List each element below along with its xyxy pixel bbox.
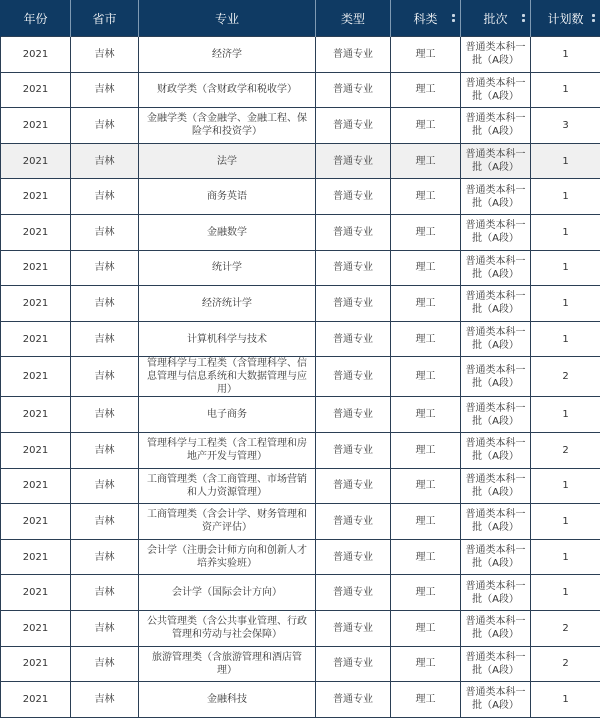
count-cell: 1 [531,286,600,322]
table-row [1,397,600,433]
subject-cell: 理工 [391,286,461,322]
subject-cell: 理工 [391,179,461,215]
count-cell: 1 [531,682,600,718]
type-cell: 普通专业 [316,143,391,179]
subject-cell: 理工 [391,321,461,357]
subject-cell: 理工 [391,250,461,286]
major-cell: 统计学 [139,250,316,286]
year-cell: 2021 [1,610,71,646]
column-header-label: 计划数 [547,12,583,26]
column-header-label: 科类 [413,12,437,26]
type-cell: 普通专业 [316,286,391,322]
province-cell: 吉林 [71,539,139,575]
subject-cell: 理工 [391,72,461,108]
year-cell: 2021 [1,397,71,433]
province-cell: 吉林 [71,321,139,357]
subject-cell: 理工 [391,646,461,682]
year-cell: 2021 [1,214,71,250]
table-row [1,610,600,646]
province-cell: 吉林 [71,432,139,468]
batch-cell: 普通类本科一批（A段） [461,539,531,575]
table-row [1,179,600,215]
major-cell: 金融数学 [139,214,316,250]
count-cell: 1 [531,143,600,179]
subject-cell: 理工 [391,143,461,179]
column-header-label: 省市 [92,12,116,26]
count-cell: 1 [531,539,600,575]
major-cell: 工商管理类（含会计学、财务管理和资产评估） [139,504,316,540]
table-row [1,539,600,575]
province-cell: 吉林 [71,504,139,540]
major-cell: 计算机科学与技术 [139,321,316,357]
column-header-subject[interactable] [391,0,461,37]
count-cell: 2 [531,432,600,468]
type-cell: 普通专业 [316,397,391,433]
type-cell: 普通专业 [316,321,391,357]
province-cell: 吉林 [71,250,139,286]
batch-cell: 普通类本科一批（A段） [461,397,531,433]
year-cell: 2021 [1,575,71,611]
subject-cell: 理工 [391,108,461,144]
count-cell: 1 [531,179,600,215]
column-header-label: 年份 [23,12,47,26]
major-cell: 法学 [139,143,316,179]
type-cell: 普通专业 [316,214,391,250]
province-cell: 吉林 [71,646,139,682]
batch-cell: 普通类本科一批（A段） [461,321,531,357]
subject-cell: 理工 [391,397,461,433]
table-row [1,143,600,179]
table-row [1,37,600,73]
major-cell: 金融科技 [139,682,316,718]
batch-cell: 普通类本科一批（A段） [461,575,531,611]
table-row [1,432,600,468]
province-cell: 吉林 [71,179,139,215]
province-cell: 吉林 [71,37,139,73]
count-cell: 1 [531,72,600,108]
type-cell: 普通专业 [316,250,391,286]
subject-cell: 理工 [391,37,461,73]
subject-cell: 理工 [391,539,461,575]
count-cell: 1 [531,214,600,250]
sort-icon[interactable] [522,14,525,22]
type-cell: 普通专业 [316,610,391,646]
count-cell: 1 [531,37,600,73]
year-cell: 2021 [1,143,71,179]
province-cell: 吉林 [71,575,139,611]
batch-cell: 普通类本科一批（A段） [461,143,531,179]
year-cell: 2021 [1,72,71,108]
batch-cell: 普通类本科一批（A段） [461,72,531,108]
year-cell: 2021 [1,179,71,215]
batch-cell: 普通类本科一批（A段） [461,646,531,682]
province-cell: 吉林 [71,357,139,397]
sort-icon[interactable] [452,14,455,22]
count-cell: 1 [531,397,600,433]
batch-cell: 普通类本科一批（A段） [461,610,531,646]
subject-cell: 理工 [391,610,461,646]
type-cell: 普通专业 [316,646,391,682]
type-cell: 普通专业 [316,37,391,73]
major-cell: 会计学（注册会计师方向和创新人才培养实验班） [139,539,316,575]
province-cell: 吉林 [71,72,139,108]
batch-cell: 普通类本科一批（A段） [461,250,531,286]
year-cell: 2021 [1,37,71,73]
subject-cell: 理工 [391,504,461,540]
batch-cell: 普通类本科一批（A段） [461,108,531,144]
count-cell: 2 [531,646,600,682]
province-cell: 吉林 [71,143,139,179]
type-cell: 普通专业 [316,72,391,108]
batch-cell: 普通类本科一批（A段） [461,468,531,504]
type-cell: 普通专业 [316,432,391,468]
table-row [1,250,600,286]
column-header-batch[interactable] [461,0,531,37]
table-header [1,0,600,37]
column-header-label: 类型 [341,12,365,26]
batch-cell: 普通类本科一批（A段） [461,37,531,73]
subject-cell: 理工 [391,575,461,611]
year-cell: 2021 [1,108,71,144]
major-cell: 会计学（国际会计方向） [139,575,316,611]
batch-cell: 普通类本科一批（A段） [461,357,531,397]
type-cell: 普通专业 [316,682,391,718]
count-cell: 2 [531,357,600,397]
major-cell: 电子商务 [139,397,316,433]
batch-cell: 普通类本科一批（A段） [461,179,531,215]
type-cell: 普通专业 [316,357,391,397]
count-cell: 3 [531,108,600,144]
table-row [1,214,600,250]
year-cell: 2021 [1,250,71,286]
type-cell: 普通专业 [316,575,391,611]
table-row [1,575,600,611]
year-cell: 2021 [1,682,71,718]
table-row [1,504,600,540]
major-cell: 工商管理类（含工商管理、市场营销和人力资源管理） [139,468,316,504]
column-header-label: 批次 [483,12,507,26]
table-row [1,108,600,144]
table-row [1,72,600,108]
batch-cell: 普通类本科一批（A段） [461,432,531,468]
type-cell: 普通专业 [316,539,391,575]
subject-cell: 理工 [391,432,461,468]
count-cell: 1 [531,468,600,504]
table-row [1,646,600,682]
subject-cell: 理工 [391,682,461,718]
province-cell: 吉林 [71,397,139,433]
type-cell: 普通专业 [316,108,391,144]
column-header-major [139,0,316,37]
table-row [1,321,600,357]
major-cell: 公共管理类（含公共事业管理、行政管理和劳动与社会保障） [139,610,316,646]
count-cell: 1 [531,250,600,286]
province-cell: 吉林 [71,468,139,504]
major-cell: 金融学类（含金融学、金融工程、保险学和投资学） [139,108,316,144]
batch-cell: 普通类本科一批（A段） [461,682,531,718]
count-cell: 1 [531,321,600,357]
major-cell: 经济学 [139,37,316,73]
column-header-province [71,0,139,37]
table-row [1,468,600,504]
batch-cell: 普通类本科一批（A段） [461,504,531,540]
major-cell: 经济统计学 [139,286,316,322]
subject-cell: 理工 [391,357,461,397]
year-cell: 2021 [1,357,71,397]
sort-icon[interactable] [592,14,595,22]
column-header-count[interactable] [531,0,600,37]
province-cell: 吉林 [71,108,139,144]
major-cell: 商务英语 [139,179,316,215]
major-cell: 管理科学与工程类（含管理科学、信息管理与信息系统和大数据管理与应用） [139,357,316,397]
count-cell: 2 [531,610,600,646]
year-cell: 2021 [1,504,71,540]
subject-cell: 理工 [391,468,461,504]
column-header-label: 专业 [215,12,239,26]
table-row [1,286,600,322]
type-cell: 普通专业 [316,468,391,504]
type-cell: 普通专业 [316,179,391,215]
province-cell: 吉林 [71,286,139,322]
subject-cell: 理工 [391,214,461,250]
count-cell: 1 [531,504,600,540]
column-header-type [316,0,391,37]
province-cell: 吉林 [71,682,139,718]
major-cell: 财政学类（含财政学和税收学） [139,72,316,108]
province-cell: 吉林 [71,214,139,250]
major-cell: 旅游管理类（含旅游管理和酒店管理） [139,646,316,682]
province-cell: 吉林 [71,610,139,646]
batch-cell: 普通类本科一批（A段） [461,214,531,250]
year-cell: 2021 [1,539,71,575]
major-cell: 管理科学与工程类（含工程管理和房地产开发与管理） [139,432,316,468]
year-cell: 2021 [1,468,71,504]
table-row [1,357,600,397]
year-cell: 2021 [1,432,71,468]
year-cell: 2021 [1,646,71,682]
year-cell: 2021 [1,286,71,322]
table-body [1,37,600,718]
column-header-year [1,0,71,37]
table-row [1,682,600,718]
type-cell: 普通专业 [316,504,391,540]
batch-cell: 普通类本科一批（A段） [461,286,531,322]
count-cell: 1 [531,575,600,611]
year-cell: 2021 [1,321,71,357]
